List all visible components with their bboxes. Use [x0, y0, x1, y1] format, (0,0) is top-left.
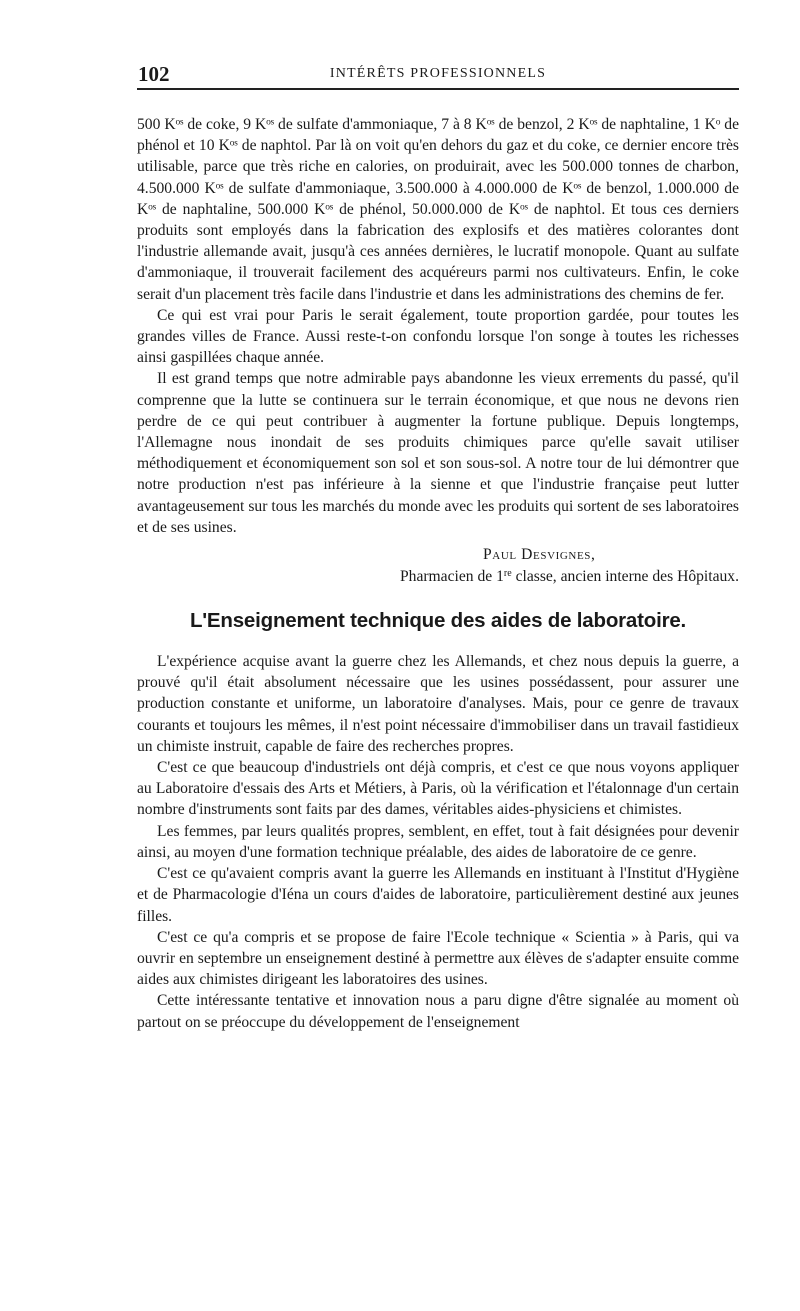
page-number: 102 — [138, 62, 170, 86]
paragraph: C'est ce qu'a compris et se propose de faire l'Ecole technique « Scientia » à Paris, qui va ouvrir en septembre un enseignement destiné à permettre aux élèves de s'adapter ensuite comme aides aux chimistes dirigeant les laboratoires des usines. — [137, 928, 739, 989]
document-page — [137, 58, 739, 1298]
author-name: Paul Desvignes, — [483, 546, 596, 564]
section-title: L'Enseignement technique des aides de laboratoire. — [189, 609, 687, 633]
running-head: INTÉRÊTS PROFESSIONNELS — [329, 66, 547, 81]
paragraph: C'est ce que beaucoup d'industriels ont déjà compris, et c'est ce que nous voyons appliquer au Laboratoire d'essais des Arts et Métiers, à Paris, où la vérification et l'étalonnage d'un certain nombre d'instruments sont faits par des dames, véritables aides-physiciens et chimistes. — [137, 759, 739, 819]
author-title-suffix: classe, ancien interne des Hôpitaux. — [511, 567, 739, 585]
paragraph: 500 Kᵒˢ de coke, 9 Kᵒˢ de sulfate d'ammoniaque, 7 à 8 Kᵒˢ de benzol, 2 Kᵒˢ de naphtaline, 1 Kᵒ de phénol et 10 Kᵒˢ de naphtol. Par là on voit qu'en dehors du gaz et du coke, ce dernier encore très utilisable, parce que très riche en calories, on produirait, avec les 500.000 tonnes de charbon, 4.500.000 Kᵒˢ de sulfate d'ammoniaque, 3.500.000 à 4.000.000 de Kᵒˢ de benzol, 1.000.000 de Kᵒˢ de naphtaline, 500.000 Kᵒˢ de phénol, 50.000.000 de Kᵒˢ de naphtol. Et tous ces derniers produits sont employés dans la fabrication des explosifs et des matières colorantes dont l'industrie allemande avait, jusqu'à ces années dernières, le lucratif monopole. Quant au sulfate d'ammoniaque, il trouverait facilement des acquéreurs parmi nos cultivateurs. Enfin, le coke serait d'un placement très facile dans l'industrie et dans les administrations des chemins de fer. — [137, 116, 739, 303]
paragraph: Cette intéressante tentative et innovation nous a paru digne d'être signalée au moment où partout on se préoccupe du développement de l'enseignement — [137, 992, 739, 1031]
section-body — [137, 651, 739, 1033]
author-title-superscript: re — [503, 567, 512, 579]
paragraph: Les femmes, par leurs qualités propres, semblent, en effet, tout à fait désignées pour devenir ainsi, au moyen d'une formation technique préalable, des aides de laboratoire de ce genre. — [137, 822, 739, 861]
author-title-prefix: Pharmacien de 1 — [399, 567, 504, 585]
author-title — [137, 566, 739, 588]
paragraph: Il est grand temps que notre admirable pays abandonne les vieux errements du passé, qu'il comprenne que la lutte se continuera sur le terrain économique, et que nous ne devons rien perdre de ce qui peut contribuer à augmenter la fortune publique. Depuis longtemps, l'Allemagne nous inondait de ses produits chimiques parce qu'elle savait utiliser méthodiquement et économiquement son sol et son sous-sol. A notre tour de lui démontrer que notre production n'est pas inférieure à la sienne et que l'industrie française peut lutter avantageusement sur tous les marchés du monde avec les produits qui sortent de ses laboratoires et de ses usines. — [137, 370, 739, 536]
paragraph: L'expérience acquise avant la guerre chez les Allemands, et chez nous depuis la guerre, a prouvé qu'il était absolument nécessaire que les usines possédassent, pour assurer une production constante et uniforme, un laboratoire d'analyses. Mais, pour ce genre de travaux courants et toujours les mêmes, il n'est point nécessaire d'immobiliser dans un travail fastidieux un chimiste instruit, capable de faire des recherches propres. — [137, 653, 739, 755]
article-body — [137, 114, 739, 538]
page-header — [137, 58, 739, 90]
paragraph: Ce qui est vrai pour Paris le serait également, toute proportion gardée, pour toutes les grandes villes de France. Aussi reste-t-on confondu lorsque l'on songe à toutes les richesses ainsi gaspillées chaque année. — [137, 306, 739, 367]
paragraph: C'est ce qu'avaient compris avant la guerre les Allemands en instituant à l'Institut d'Hygiène et de Pharmacologie d'Iéna un cours d'aides de laboratoire, particulièrement destiné aux jeunes filles. — [137, 865, 739, 925]
author-signature — [137, 544, 739, 587]
